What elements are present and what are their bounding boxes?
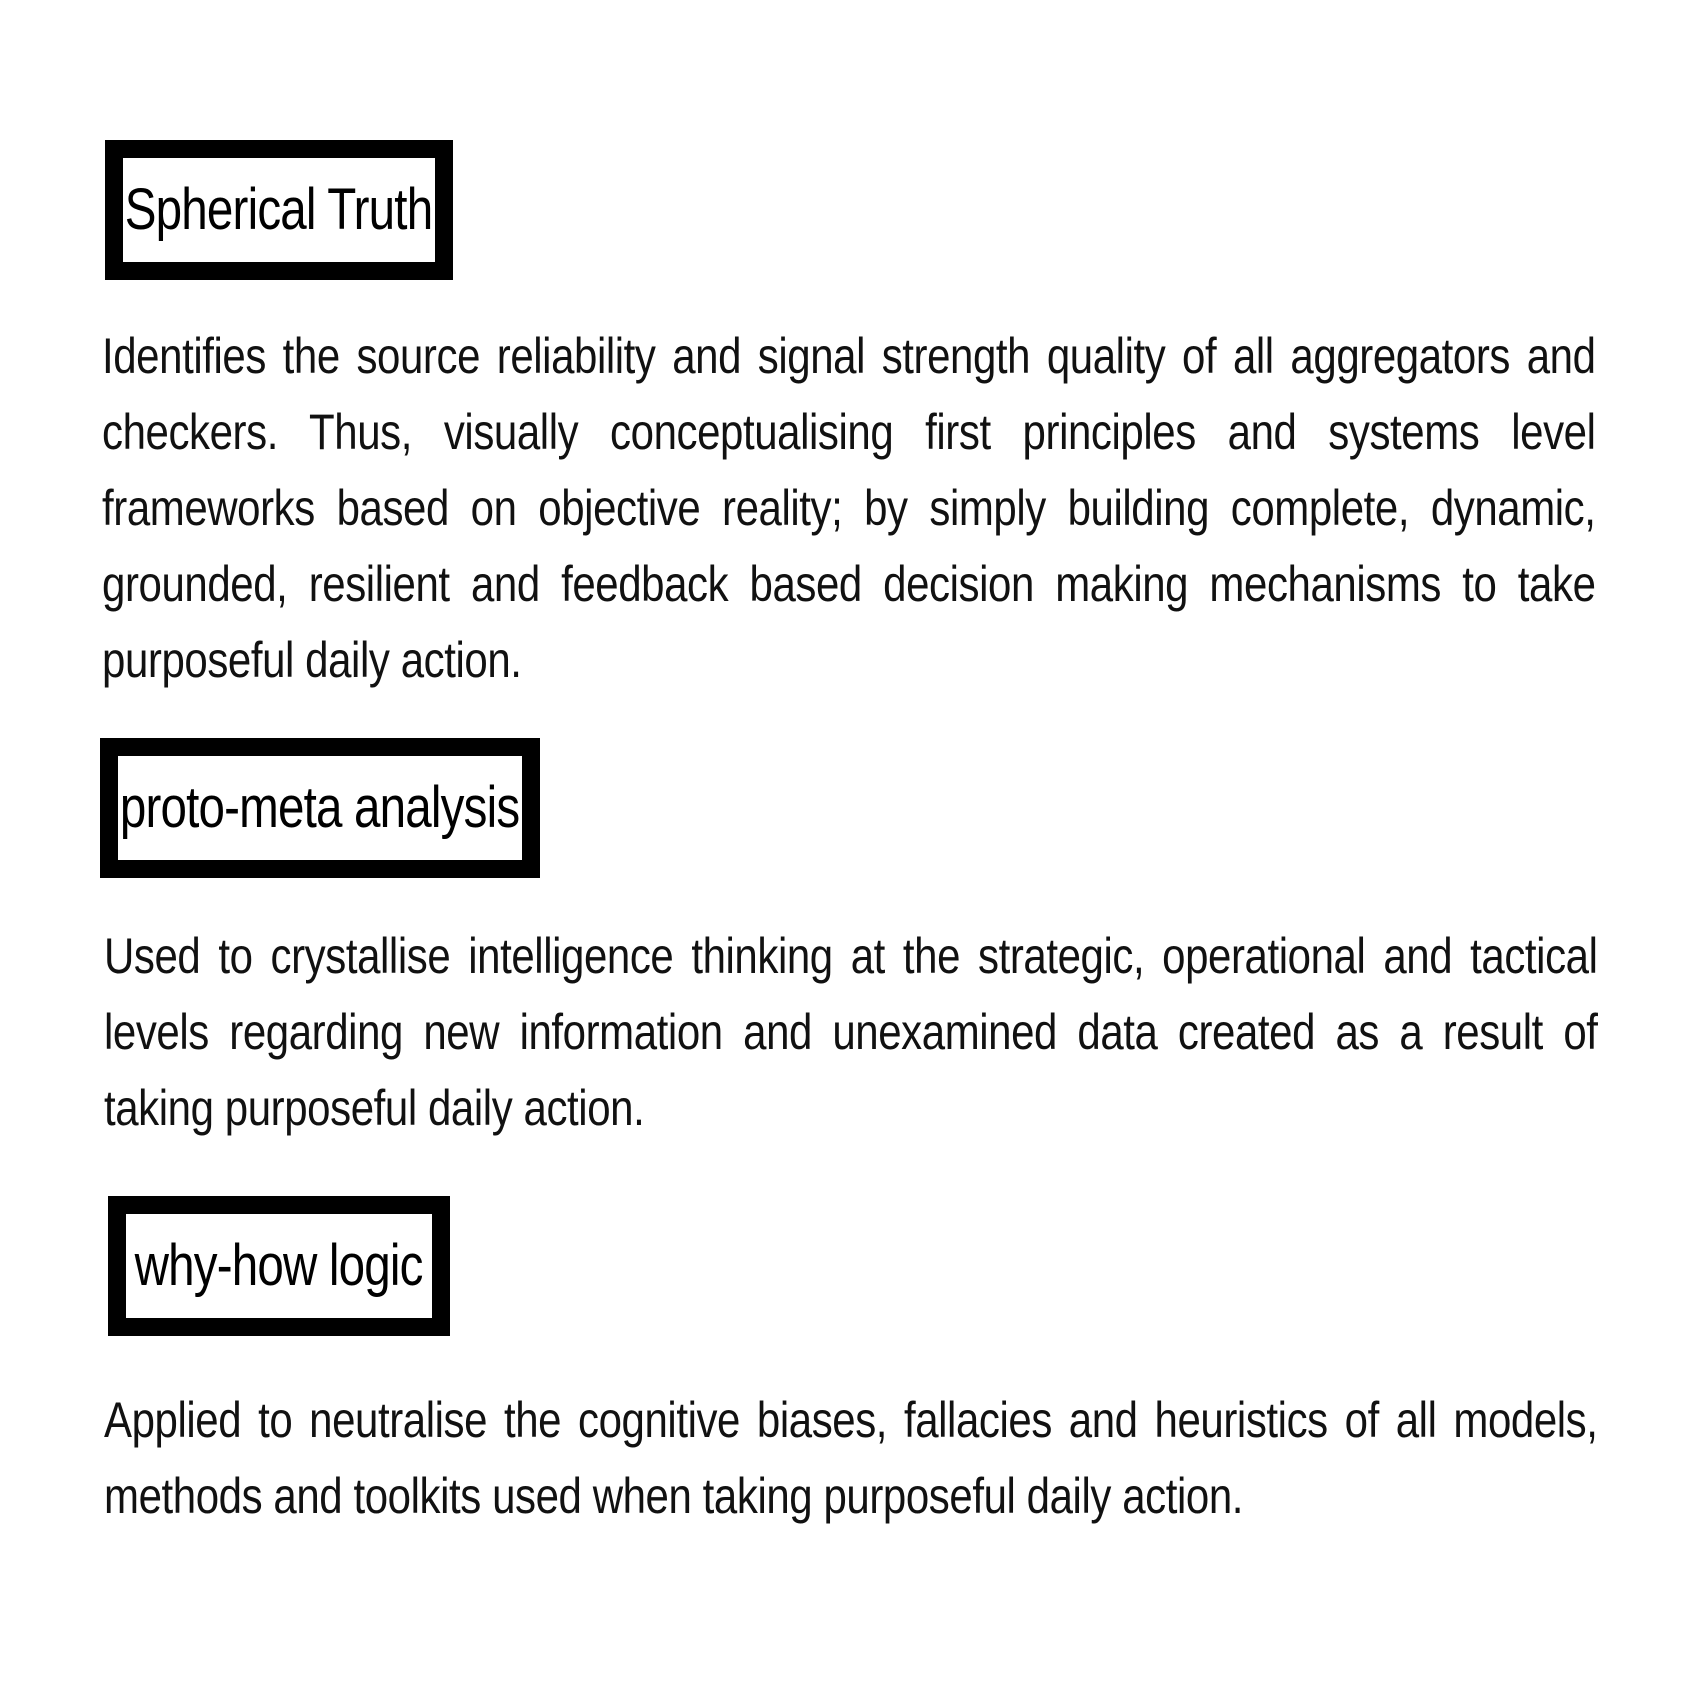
heading-box-proto-meta-analysis	[100, 738, 540, 878]
heading-proto-meta-analysis: proto-meta analysis	[120, 775, 520, 840]
heading-why-how-logic: why-how logic	[134, 1233, 424, 1298]
description-spherical-truth	[102, 318, 1596, 698]
heading-box-spherical-truth	[105, 140, 453, 280]
description-why-how-logic	[104, 1382, 1598, 1534]
description-proto-meta-analysis	[104, 918, 1598, 1146]
heading-spherical-truth: Spherical Truth	[125, 177, 433, 242]
heading-box-why-how-logic	[108, 1196, 450, 1336]
paragraph-spherical-truth: Identifies the source reliability and signal strength quality of all aggregators and checkers. Thus, visually conceptualising first principles and systems level frameworks based on objective reality; by simply building complete, dynamic, grounded, resilient and feedback based decision making mechanisms to take purposeful daily action.	[102, 328, 1596, 688]
paragraph-proto-meta-analysis: Used to crystallise intelligence thinking at the strategic, operational and tactical levels regarding new information and unexamined data created as a result of taking purposeful daily action.	[104, 928, 1598, 1136]
paragraph-why-how-logic: Applied to neutralise the cognitive biases, fallacies and heuristics of all models, methods and toolkits used when taking purposeful daily action.	[104, 1392, 1598, 1524]
